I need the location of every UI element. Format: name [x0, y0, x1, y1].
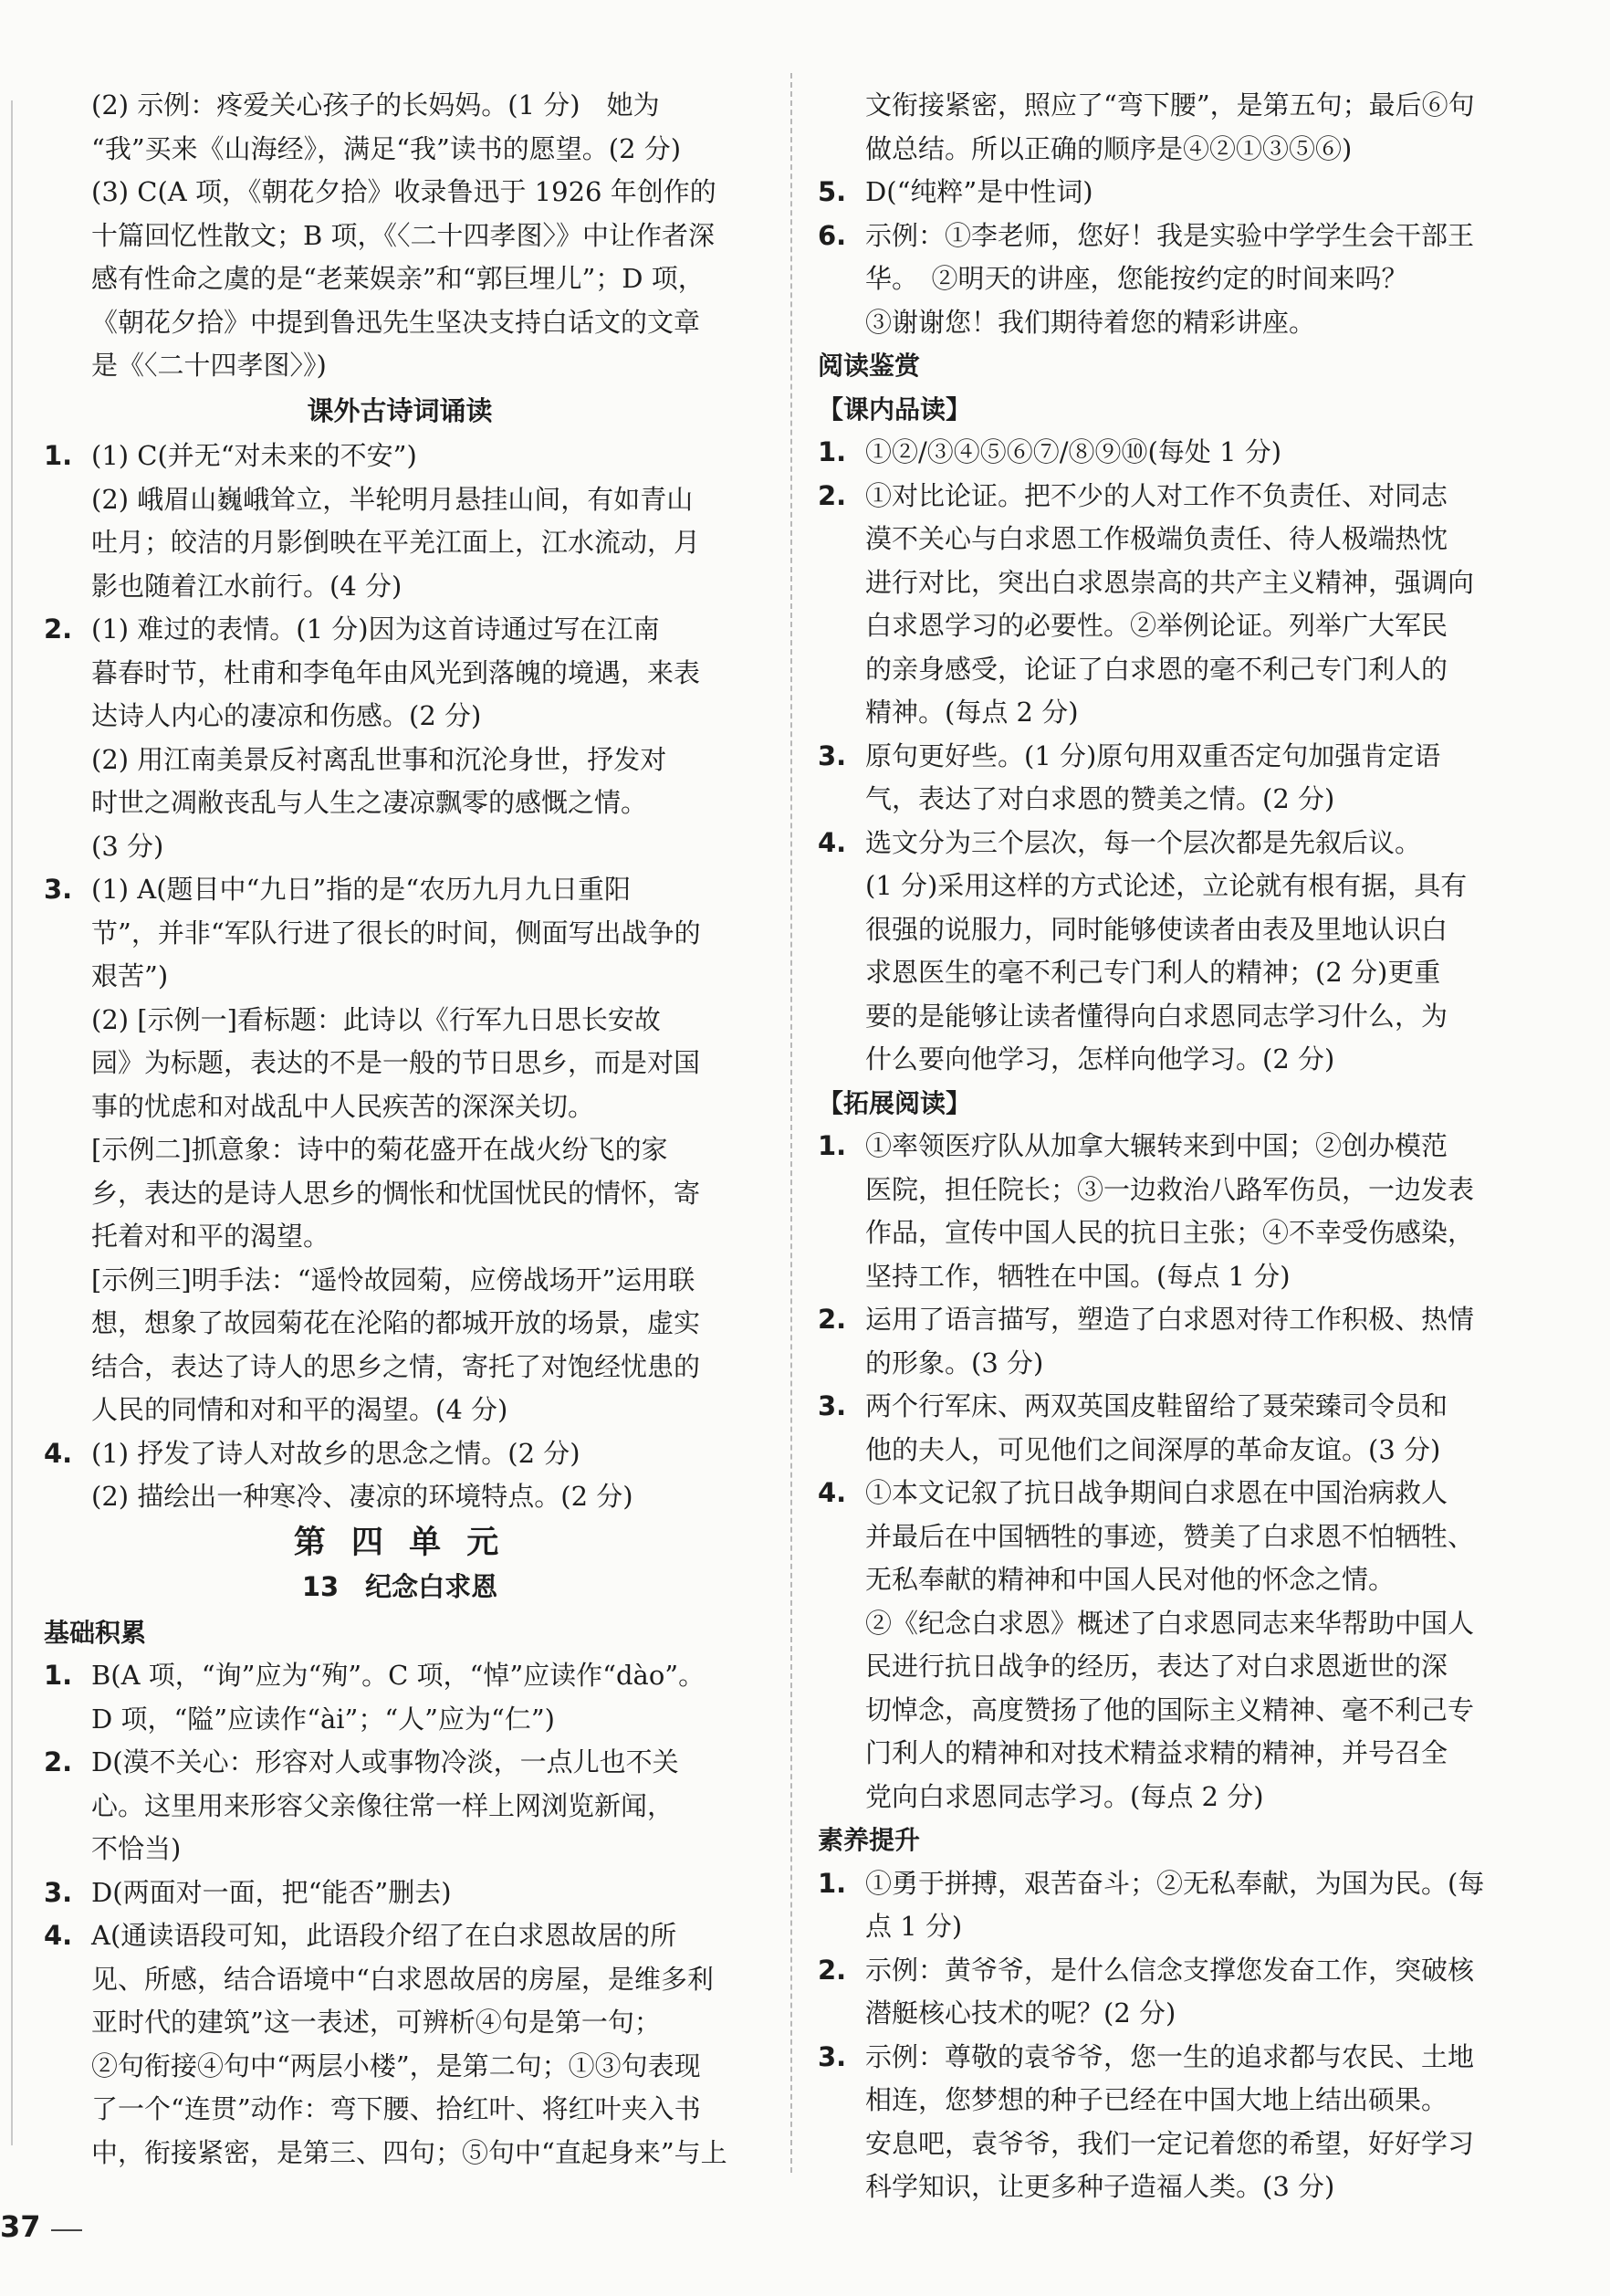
text-line: 示例：①李老师，您好！我是实验中学学生会干部王 [865, 219, 1475, 251]
text-line: 他的夫人，可见他们之间深厚的革命友谊。(3 分) [865, 1433, 1441, 1465]
text-line: 切悼念，高度赞扬了他的国际主义精神、毫不利己专 [865, 1693, 1475, 1725]
text-line: (1) A(题目中“九日”指的是“农历九月九日重阳 [91, 874, 632, 905]
text-line: ①勇于拼搏，艰苦奋斗；②无私奉献，为国为民。(每 [865, 1867, 1485, 1899]
poetry-section-title: 课外古诗词诵读 [307, 394, 493, 426]
text-line: 科学知识，让更多种子造福人类。(3 分) [865, 2171, 1335, 2202]
text-line: 求恩医生的毫不利己专门利人的精神；(2 分)更重 [865, 957, 1441, 988]
text-line: 亚时代的建筑”这一表述，可辨析④句是第一句； [91, 2007, 661, 2038]
text-line: 作品，宣传中国人民的抗日主张；④不幸受伤感染， [865, 1217, 1475, 1248]
basics-item-2 [44, 1741, 756, 1871]
text-line: B(A 项，“询”应为“殉”。C 项，“悼”应读作“dào”。 [91, 1660, 706, 1691]
extended-item-3 [818, 1385, 1530, 1472]
text-line: (3 分) [91, 830, 164, 862]
text-line: 医院，担任院长；③一边救治八路军伤员，一边发表 [865, 1173, 1475, 1205]
text-line: 了一个“连贯”动作：弯下腰、拾红叶、将红叶夹入书 [91, 2093, 701, 2124]
text-line: 暮春时节，杜甫和李龟年由风光到落魄的境遇，来表 [91, 656, 701, 688]
text-line: (1) 抒发了诗人对故乡的思念之情。(2 分) [91, 1437, 580, 1469]
basics-section-title: 基础积累 [44, 1617, 147, 1648]
continued-block [818, 84, 1530, 171]
text-line: 华。 ②明天的讲座，您能按约定的时间来吗？ [865, 263, 1408, 294]
text-line: 见、所感，结合语境中“白求恩故居的房屋，是维多利 [91, 1963, 714, 1995]
text-line: 乡，表达的是诗人思乡的惆怅和忧国忧民的情怀，寄 [91, 1177, 701, 1209]
text-line: 艰苦”) [91, 960, 169, 991]
item-number: 1. [44, 440, 73, 471]
text-line: 气，表达了对白求恩的赞美之情。(2 分) [865, 783, 1335, 814]
item-number: 4. [818, 1477, 847, 1508]
text-line: 园》为标题，表达的不是一般的节日思乡，而是对国 [91, 1047, 701, 1078]
text-line: ②句衔接④句中“两层小楼”，是第二句；①③句表现 [91, 2050, 701, 2081]
text-line: 做总结。所以正确的顺序是④②①③⑤⑥) [865, 132, 1353, 164]
item-number: 1. [818, 1867, 847, 1899]
text-line: 白求恩学习的必要性。②举例论证。列举广大军民 [865, 610, 1448, 641]
extended-item-1 [818, 1125, 1530, 1298]
inclass-subsection-title: 【课内品读】 [818, 393, 972, 425]
text-line: 门利人的精神和对技术精益求精的精神，并号召全 [865, 1737, 1448, 1768]
text-line: ①率领医疗队从加拿大辗转来到中国；②创办模范 [865, 1130, 1448, 1161]
text-line: (2) 示例：疼爱关心孩子的长妈妈。(1 分) 她为 [91, 89, 660, 121]
text-line: 结合，表达了诗人的思乡之情，寄托了对饱经忧患的 [91, 1350, 701, 1382]
text-line: 人民的同情和对和平的渴望。(4 分) [91, 1394, 508, 1425]
page-edge-line [11, 100, 13, 2145]
literacy-item-2 [818, 1949, 1530, 2036]
text-line: ③谢谢您！我们期待着您的精彩讲座。 [865, 306, 1316, 338]
item-number: 5. [818, 176, 847, 207]
extended-subsection-title: 【拓展阅读】 [818, 1087, 972, 1118]
basics-item-6 [818, 215, 1530, 345]
basics-item-5 [818, 171, 1530, 215]
item-number: 3. [818, 739, 847, 771]
item-number: 3. [818, 1390, 847, 1421]
text-line: (2) 峨眉山巍峨耸立，半轮明月悬挂山间，有如青山 [91, 483, 694, 515]
text-line: 十篇回忆性散文；B 项，《〈二十四孝图〉》中让作者深 [91, 219, 716, 251]
poetry-item-1 [44, 435, 756, 608]
text-line: “我”买来《山海经》，满足“我”读书的愿望。(2 分) [91, 132, 682, 164]
right-column [818, 84, 1530, 2209]
basics-item-1 [44, 1654, 756, 1741]
item-number: 6. [818, 219, 847, 251]
text-line: 要的是能够让读者懂得向白求恩同志学习什么，为 [865, 1000, 1448, 1032]
inclass-item-1 [818, 431, 1530, 475]
text-line: 不恰当) [91, 1833, 182, 1864]
text-line: [示例三]明手法：“遥怜故园菊，应傍战场开”运用联 [91, 1263, 695, 1295]
poetry-item-3 [44, 868, 756, 1432]
item-number: 4. [44, 1920, 73, 1951]
text-line: 的形象。(3 分) [865, 1347, 1044, 1379]
extended-item-2 [818, 1298, 1530, 1385]
text-line: (1 分)采用这样的方式论述，立论就有根有据，具有 [865, 870, 1468, 901]
column-divider [790, 73, 792, 2173]
item-number: 1. [44, 1660, 73, 1691]
intro-block [44, 84, 756, 388]
item-number: 4. [44, 1437, 73, 1469]
item-number: 2. [44, 1746, 73, 1777]
lesson-title: 13 纪念白求恩 [301, 1571, 498, 1602]
text-line: 两个行军床、两双英国皮鞋留给了聂荣臻司令员和 [865, 1390, 1448, 1421]
page-number: 37 [0, 2209, 41, 2244]
text-line: 影也随着江水前行。(4 分) [91, 570, 402, 602]
text-line: 很强的说服力，同时能够使读者由表及里地认识白 [865, 913, 1448, 945]
text-line: 达诗人内心的凄凉和伤感。(2 分) [91, 700, 482, 731]
text-line: 原句更好些。(1 分)原句用双重否定句加强肯定语 [865, 739, 1441, 771]
text-line: 是《〈二十四孝图〉》) [91, 350, 327, 381]
text-line: (2) [示例一]看标题：此诗以《行军九日思长安故 [91, 1003, 661, 1035]
text-line: (1) 难过的表情。(1 分)因为这首诗通过写在江南 [91, 613, 660, 645]
item-number: 1. [818, 1130, 847, 1161]
text-line: 《朝花夕拾》中提到鲁迅先生坚决支持白话文的文章 [91, 306, 701, 338]
basics-item-3 [44, 1871, 756, 1915]
item-number: 4. [818, 826, 847, 858]
literacy-item-3 [818, 2036, 1530, 2209]
text-line: 中，衔接紧密，是第三、四句；⑤句中“直起身来”与上 [91, 2136, 727, 2168]
item-number: 3. [44, 874, 73, 905]
text-line: 的亲身感受，论证了白求恩的毫不利己专门利人的 [865, 653, 1448, 685]
text-line: ①对比论证。把不少的人对工作不负责任、对同志 [865, 479, 1448, 511]
extended-item-4 [818, 1472, 1530, 1819]
text-line: 文衔接紧密，照应了“弯下腰”，是第五句；最后⑥句 [865, 89, 1475, 121]
unit-title: 第 四 单 元 [293, 1523, 507, 1561]
text-line: 安息吧，袁爷爷，我们一定记着您的希望，好好学习 [865, 2127, 1475, 2159]
inclass-item-4 [818, 822, 1530, 1082]
item-number: 2. [818, 1304, 847, 1335]
poetry-item-2 [44, 608, 756, 868]
text-line: 心。这里用来形容父亲像往常一样上网浏览新闻， [91, 1789, 674, 1821]
text-line: D(“纯粹”是中性词) [865, 176, 1093, 207]
item-number: 2. [818, 479, 847, 511]
text-line: 运用了语言描写，塑造了白求恩对待工作积极、热情 [865, 1304, 1475, 1335]
text-line: D(漠不关心：形容对人或事物冷淡，一点儿也不关 [91, 1746, 679, 1777]
text-line: 什么要向他学习，怎样向他学习。(2 分) [865, 1043, 1335, 1075]
text-line: A(通读语段可知，此语段介绍了在白求恩故居的所 [91, 1920, 677, 1951]
reading-section-title: 阅读鉴赏 [818, 351, 921, 381]
text-line: 并最后在中国牺牲的事迹，赞美了白求恩不怕牺牲、 [865, 1520, 1475, 1552]
text-line: 想，想象了故园菊花在沦陷的都城开放的场景，虚实 [91, 1307, 701, 1338]
item-number: 3. [818, 2040, 847, 2072]
text-line: 感有性命之虞的是“老莱娱亲”和“郭巨埋儿”；D 项， [91, 263, 705, 294]
left-column [44, 84, 756, 2175]
text-line: [示例二]抓意象：诗中的菊花盛开在战火纷飞的家 [91, 1134, 668, 1165]
text-line: 漠不关心与白求恩工作极端负责任、待人极端热忱 [865, 523, 1448, 554]
text-line: (3) C(A 项，《朝花夕拾》收录鲁迅于 1926 年创作的 [91, 176, 716, 207]
item-number: 2. [818, 1954, 847, 1986]
text-line: 民进行抗日战争的经历，表达了对白求恩逝世的深 [865, 1651, 1448, 1682]
text-line: 示例：黄爷爷，是什么信念支撑您发奋工作，突破核 [865, 1954, 1475, 1986]
text-line: 相连，您梦想的种子已经在中国大地上结出硕果。 [865, 2084, 1448, 2115]
text-line: 吐月；皎洁的月影倒映在平羌江面上，江水流动，月 [91, 527, 701, 558]
literacy-section-title: 素养提升 [818, 1825, 921, 1855]
text-line: D(两面对一面，把“能否”删去) [91, 1876, 452, 1908]
text-line: 示例：尊敬的袁爷爷，您一生的追求都与农民、土地 [865, 2040, 1475, 2072]
text-line: (1) C(并无“对未来的不安”) [91, 440, 417, 471]
literacy-item-1 [818, 1862, 1530, 1949]
text-line: (2) 用江南美景反衬离乱世事和沉沦身世，抒发对 [91, 743, 667, 775]
text-line: 点 1 分) [865, 1911, 963, 1942]
basics-item-4 [44, 1914, 756, 2175]
text-line: 精神。(每点 2 分) [865, 697, 1079, 728]
text-line: 时世之凋敝丧乱与人生之凄凉飘零的感慨之情。 [91, 787, 648, 818]
poetry-item-4 [44, 1432, 756, 1519]
text-line: 托着对和平的渴望。 [91, 1221, 330, 1252]
text-line: 事的忧虑和对战乱中人民疾苦的深深关切。 [91, 1090, 595, 1122]
text-line: 坚持工作，牺牲在中国。(每点 1 分) [865, 1260, 1291, 1292]
text-line: D 项，“隘”应读作“ài”；“人”应为“仁”) [91, 1703, 555, 1735]
text-line: ①本文记叙了抗日战争期间白求恩在中国治病救人 [865, 1477, 1448, 1508]
text-line: 党向白求恩同志学习。(每点 2 分) [865, 1780, 1264, 1812]
inclass-item-2 [818, 475, 1530, 735]
text-line: 无私奉献的精神和中国人民对他的怀念之情。 [865, 1564, 1396, 1595]
text-line: ②《纪念白求恩》概述了白求恩同志来华帮助中国人 [865, 1607, 1475, 1639]
item-number: 1. [818, 436, 847, 467]
text-line: 节”，并非“军队行进了很长的时间，侧面写出战争的 [91, 917, 701, 949]
inclass-item-3 [818, 735, 1530, 822]
text-line: (2) 描绘出一种寒冷、凄凉的环境特点。(2 分) [91, 1481, 633, 1512]
item-number: 2. [44, 613, 73, 645]
page-number-dash [51, 2229, 82, 2231]
text-line: 选文分为三个层次，每一个层次都是先叙后议。 [865, 826, 1422, 858]
text-line: ①②/③④⑤⑥⑦/⑧⑨⑩(每处 1 分) [865, 436, 1282, 467]
text-line: 潜艇核心技术的呢？(2 分) [865, 1997, 1176, 2029]
item-number: 3. [44, 1876, 73, 1908]
text-line: 进行对比，突出白求恩崇高的共产主义精神，强调向 [865, 566, 1475, 598]
